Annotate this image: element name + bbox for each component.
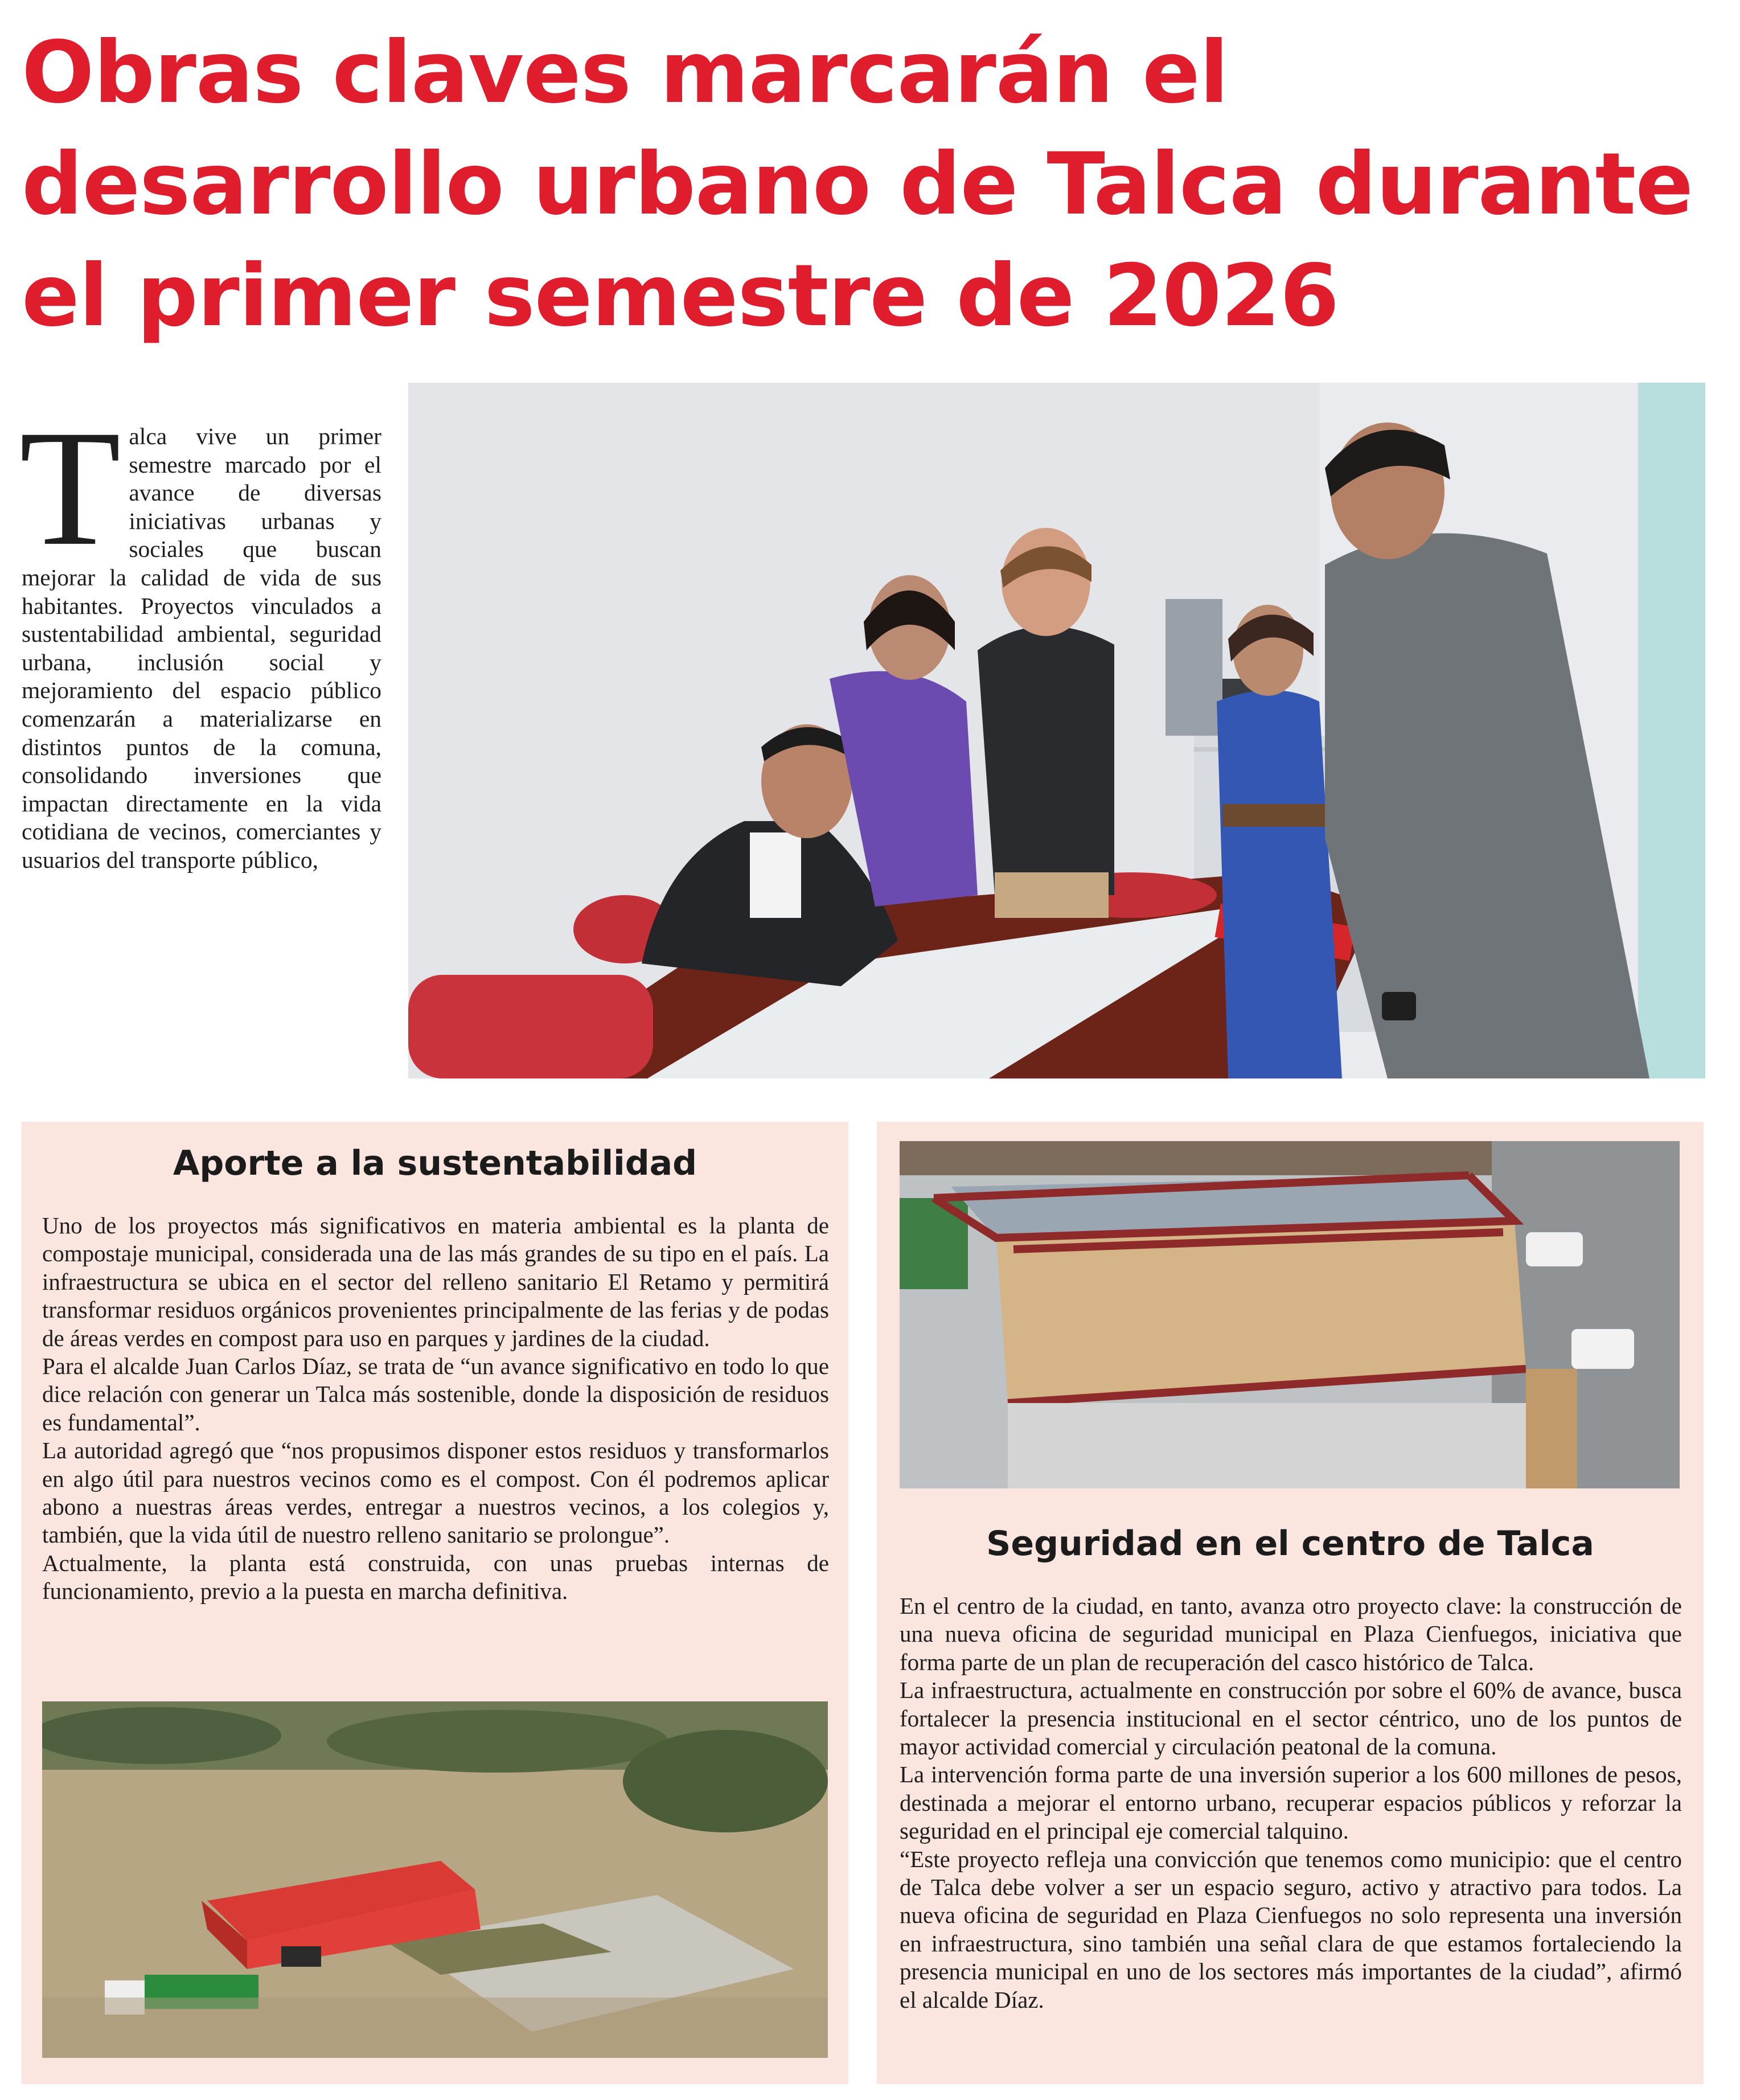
intro-text: [19, 396, 381, 875]
security-title: Seguridad en el centro de Talca: [986, 1524, 1594, 1564]
sustainability-box: [22, 1122, 848, 2084]
headline-line-1: Obras claves marcarán el: [22, 23, 1229, 122]
construction-photo: [900, 1141, 1680, 1488]
security-box: [877, 1122, 1704, 2084]
sustainability-title: Aporte a la sustentabilidad: [173, 1143, 697, 1183]
security-paragraph: En el centro de la ciudad, en tanto, avanza otro proyecto clave: la construcción de una nueva oficina de seguridad municipal en Plaza Cienfuegos, iniciativa que forma parte de un plan de recuperación del casco histórico de Talca.: [900, 1593, 1682, 1675]
headline-line-3: el primer semestre de 2026: [22, 247, 1339, 346]
intro-body: alca vive un primer semestre marcado por el avance de diversas iniciativas urbanas y sociales que buscan mejorar la calidad de vida de sus habitantes. Proyectos vinculados a sustentabilidad ambiental, seguridad urbana, inclusión social y mejoramiento del espacio público comenzarán a materializarse en distintos puntos de la comuna, consolidando inversiones que impactan directamente en la vida cotidiana de vecinos, comerciantes y usuarios del transporte público,: [22, 423, 381, 873]
drop-cap: T: [19, 396, 121, 580]
security-text: [900, 1592, 1682, 2014]
sustainability-paragraph: La autoridad agregó que “nos propusimos disponer estos residuos y transformarlos en algo útil para nuestros vecinos como es el compost. Con él podremos aplicar abono a nuestras áreas verdes, entregar a nuestros vecinos, a los colegios y, también, que la vida útil de nuestro relleno sanitario se prolongue”.: [42, 1437, 829, 1548]
headline-line-2: desarrollo urbano de Talca durante: [22, 135, 1693, 234]
sustainability-paragraph: Uno de los proyectos más significativos en materia ambiental es la planta de compostaje municipal, considerada una de las más grandes de su tipo en el país. La infraestructura se ubica en el sector del relleno sanitario El Retamo y permitirá transformar residuos orgánicos provenientes principalmente de las ferias y de podas de áreas verdes en compost para uso en parques y jardines de la ciudad.: [42, 1212, 829, 1351]
composting-plant-photo: [42, 1701, 828, 2058]
security-paragraph: La infraestructura, actualmente en construcción por sobre el 60% de avance, busca fortalecer la presencia institucional en el sector céntrico, uno de los puntos de mayor actividad comercial y circulación peatonal de la comuna.: [900, 1677, 1682, 1760]
security-paragraph: La intervención forma parte de una inversión superior a los 600 millones de pesos, destinada a mejorar el entorno urbano, recuperar espacios públicos y reforzar la seguridad en el principal eje comercial talquino.: [900, 1761, 1682, 1844]
security-paragraph: “Este proyecto refleja una convicción que tenemos como municipio: que el centro de Talca debe volver a ser un espacio seguro, activo y atractivo para todos. La nueva oficina de seguridad en Plaza Cienfuegos no solo representa una inversión en infraestructura, sino también una señal clara de que estamos fortaleciendo la presencia municipal en uno de los sectores más importantes de la ciudad”, afirmó el alcalde Díaz.: [900, 1845, 1682, 2013]
headline: [22, 17, 1718, 352]
sustainability-text: [42, 1212, 829, 1606]
sustainability-paragraph: Para el alcalde Juan Carlos Díaz, se trata de “un avance significativo en todo lo que dice relación con generar un Talca más sostenible, donde la disposición de residuos es fundamental”.: [42, 1353, 829, 1435]
sustainability-paragraph: Actualmente, la planta está construida, con unas pruebas internas de funcionamiento, previo a la puesta en marcha definitiva.: [42, 1549, 829, 1605]
meeting-photo: [408, 383, 1705, 1078]
